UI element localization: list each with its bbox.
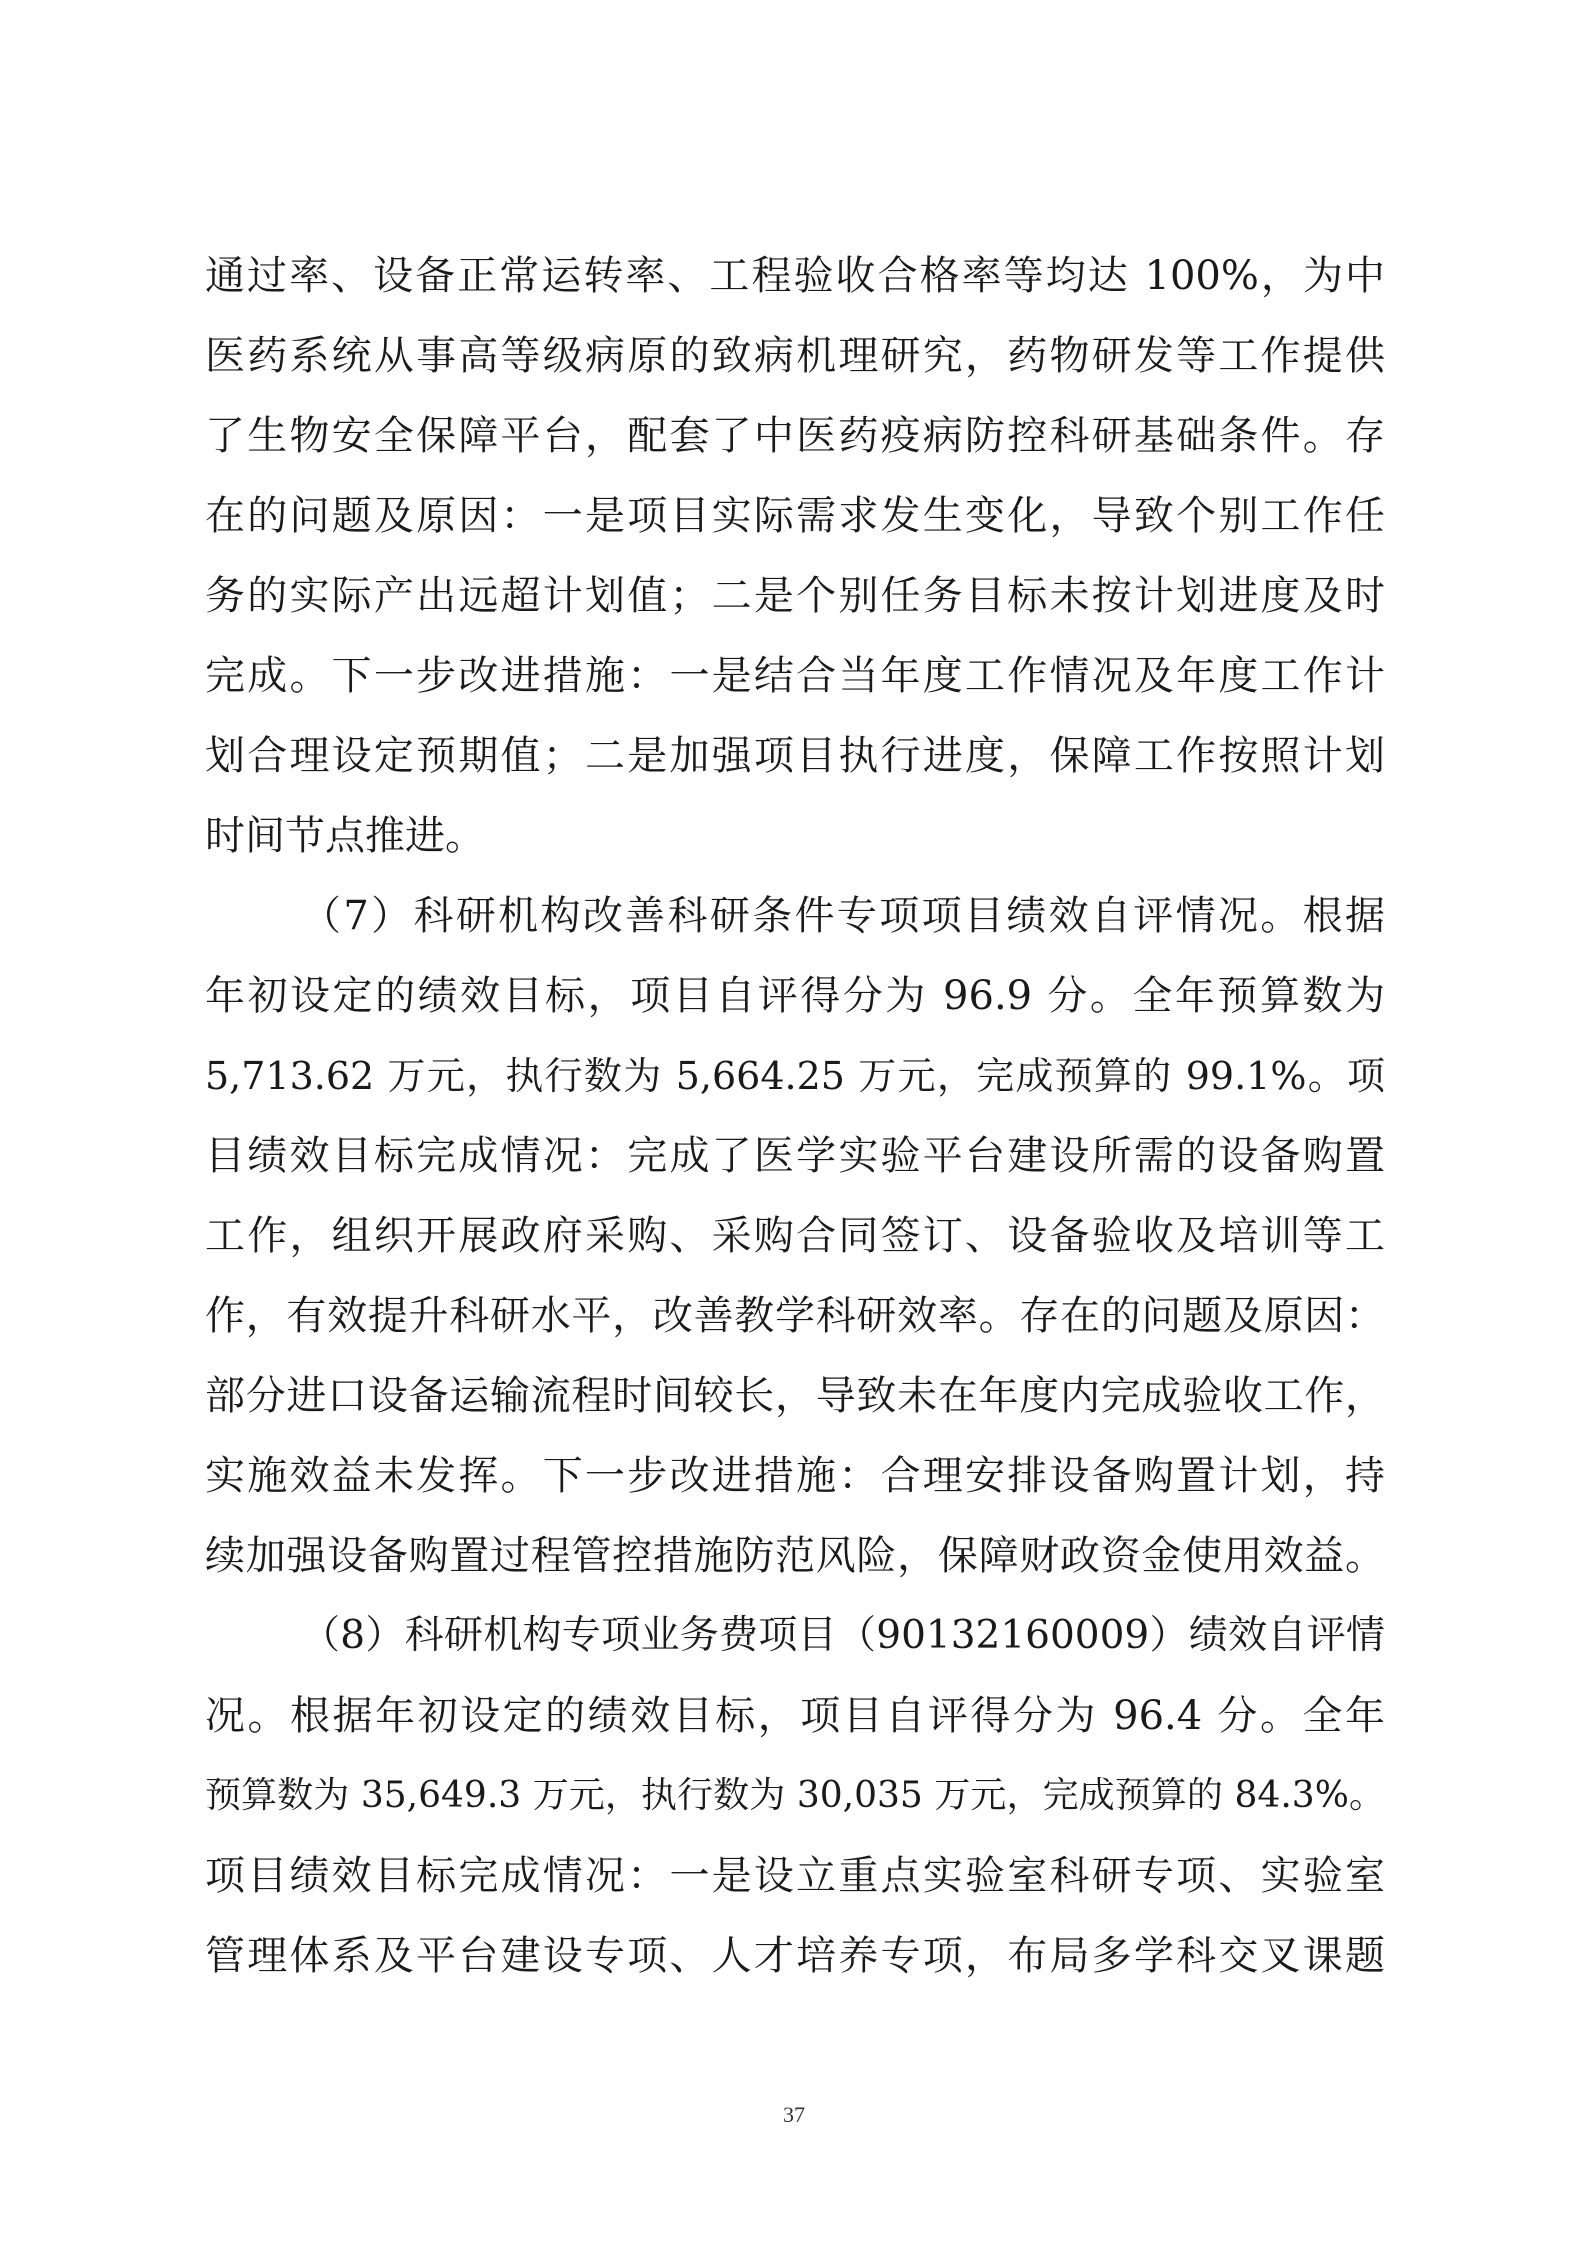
text-line: 管理体系及平台建设专项、人才培养专项，布局多学科交叉课题 xyxy=(205,1933,1385,1979)
text-line: 了生物安全保障平台，配套了中医药疫病防控科研基础条件。存 xyxy=(205,413,1385,459)
text-line: 5,713.62 万元，执行数为 5,664.25 万元，完成预算的 99.1%。项 xyxy=(205,1054,1385,1098)
text-line: 医药系统从事高等级病原的致病机理研究，药物研发等工作提供 xyxy=(205,333,1385,379)
text-line: 续加强设备购置过程管控措施防范风险，保障财政资金使用效益。 xyxy=(205,1533,1385,1579)
text-line: 工作，组织开展政府采购、采购合同签订、设备验收及培训等工 xyxy=(205,1213,1385,1259)
text-line: 况。根据年初设定的绩效目标，项目自评得分为 96.4 分。全年 xyxy=(205,1693,1385,1739)
text-line: 作，有效提升科研水平，改善教学科研效率。存在的问题及原因： xyxy=(205,1293,1385,1339)
text-line: 年初设定的绩效目标，项目自评得分为 96.9 分。全年预算数为 xyxy=(205,973,1385,1019)
text-line: 在的问题及原因：一是项目实际需求发生变化，导致个别工作任 xyxy=(205,493,1385,539)
paragraph-first-line: （7）科研机构改善科研条件专项项目绩效自评情况。根据 xyxy=(301,893,1385,939)
text-line: 务的实际产出远超计划值；二是个别任务目标未按计划进度及时 xyxy=(205,573,1385,619)
page-number: 37 xyxy=(783,2102,805,2127)
text-line: 通过率、设备正常运转率、工程验收合格率等均达 100%，为中 xyxy=(205,253,1385,299)
text-line: 实施效益未发挥。下一步改进措施：合理安排设备购置计划，持 xyxy=(205,1453,1385,1499)
body-text xyxy=(205,236,1385,1996)
paragraph-first-line: （8）科研机构专项业务费项目（90132160009）绩效自评情 xyxy=(301,1613,1385,1658)
text-line: 项目绩效目标完成情况：一是设立重点实验室科研专项、实验室 xyxy=(205,1853,1385,1899)
text-line: 部分进口设备运输流程时间较长，导致未在年度内完成验收工作， xyxy=(205,1373,1385,1419)
text-line: 完成。下一步改进措施：一是结合当年度工作情况及年度工作计 xyxy=(205,653,1385,699)
text-line: 目绩效目标完成情况：完成了医学实验平台建设所需的设备购置 xyxy=(205,1133,1385,1179)
text-line: 划合理设定预期值；二是加强项目执行进度，保障工作按照计划 xyxy=(205,733,1385,779)
text-line: 时间节点推进。 xyxy=(205,813,485,859)
text-line: 预算数为 35,649.3 万元，执行数为 30,035 万元，完成预算的 84.3%。 xyxy=(205,1775,1385,1816)
